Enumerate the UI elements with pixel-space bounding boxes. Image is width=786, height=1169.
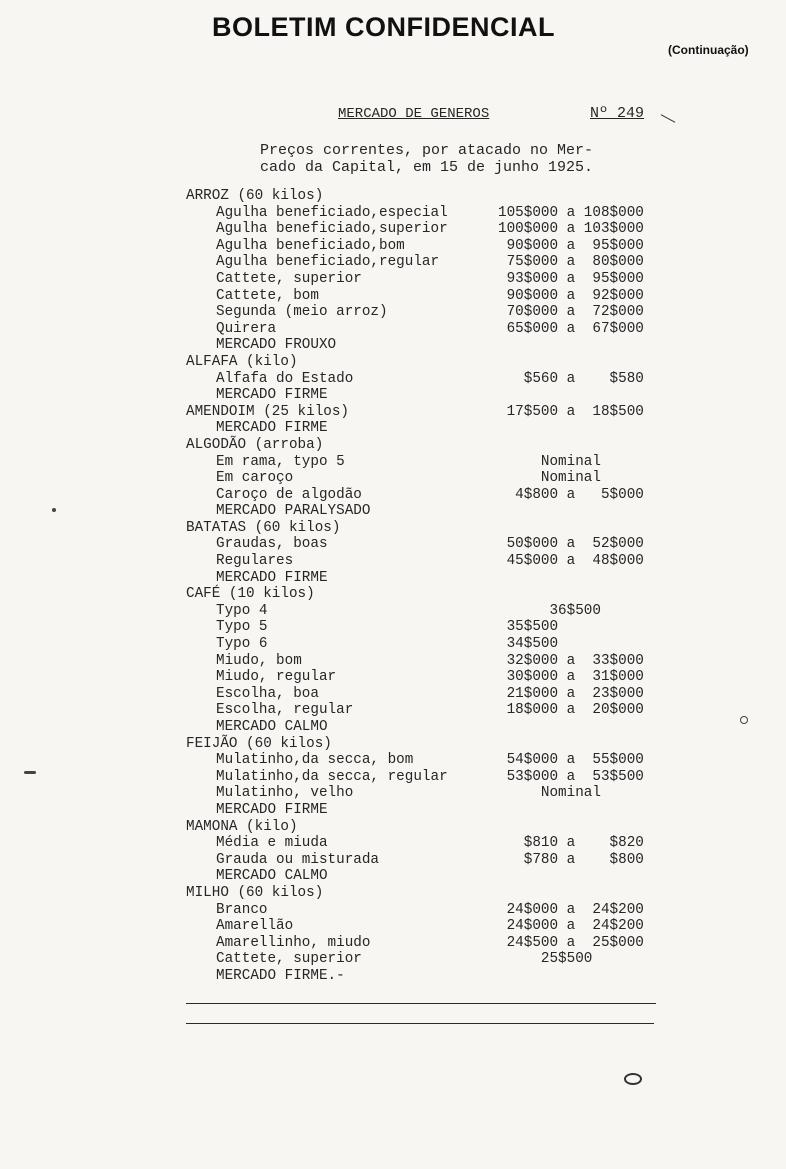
paper-speck	[24, 771, 36, 774]
item-label: Miudo, regular	[216, 669, 337, 686]
paper-speck	[624, 1073, 642, 1085]
item-row	[186, 785, 656, 802]
item-row	[186, 752, 656, 769]
market-status-row	[186, 868, 656, 885]
price-range: 24$500 a 25$000	[498, 934, 644, 951]
market-status-row	[186, 968, 656, 985]
market-status: MERCADO CALMO	[216, 719, 328, 735]
item-row	[186, 835, 656, 852]
market-status-row	[186, 420, 656, 437]
item-label: Miudo, bom	[216, 652, 302, 669]
item-row	[186, 321, 656, 338]
category-row	[186, 404, 656, 421]
item-label: Escolha, boa	[216, 685, 319, 702]
price-listing	[186, 188, 656, 985]
item-label: Branco	[216, 901, 268, 918]
price-range: 75$000 a 80$000	[498, 254, 644, 271]
price-range: Nominal	[498, 785, 601, 802]
item-row	[186, 454, 656, 471]
pen-dash-mark	[661, 114, 676, 122]
price-range: 70$000 a 72$000	[498, 304, 644, 321]
item-row	[186, 935, 656, 952]
paper-speck	[740, 716, 748, 724]
price-range: 36$500	[498, 602, 601, 619]
price-range: 17$500 a 18$500	[498, 403, 644, 420]
item-row	[186, 553, 656, 570]
price-range: 4$800 a 5$000	[498, 486, 644, 503]
price-range: 30$000 a 31$000	[498, 669, 644, 686]
item-row	[186, 487, 656, 504]
item-label: Cattete, superior	[216, 951, 362, 968]
category-label: ARROZ (60 kilos)	[186, 188, 324, 204]
item-label: Typo 4	[216, 602, 268, 619]
item-row	[186, 205, 656, 222]
category-row	[186, 188, 656, 205]
item-row	[186, 653, 656, 670]
market-status-row	[186, 337, 656, 354]
price-range: 32$000 a 33$000	[498, 652, 644, 669]
item-row	[186, 254, 656, 271]
item-label: Em caroço	[216, 470, 294, 487]
item-row	[186, 238, 656, 255]
item-row	[186, 702, 656, 719]
category-row	[186, 885, 656, 902]
item-row	[186, 603, 656, 620]
item-row	[186, 304, 656, 321]
item-label: Grauda ou misturada	[216, 851, 380, 868]
category-row	[186, 437, 656, 454]
price-range: 54$000 a 55$000	[498, 752, 644, 769]
market-status: MERCADO FIRME	[216, 420, 328, 437]
price-range: 90$000 a 92$000	[498, 287, 644, 304]
category-label: MILHO (60 kilos)	[186, 884, 324, 901]
item-label: Cattete, bom	[216, 287, 319, 304]
price-range: $560 a $580	[498, 370, 644, 387]
price-range: 18$000 a 20$000	[498, 702, 644, 719]
market-status: MERCADO FIRME	[216, 569, 328, 586]
paper-speck	[52, 508, 56, 512]
price-range: 35$500	[498, 619, 559, 636]
category-row	[186, 819, 656, 836]
item-row	[186, 470, 656, 487]
market-status: MERCADO FIRME	[216, 387, 328, 404]
item-label: Agulha beneficiado,superior	[216, 221, 448, 238]
section-title: MERCADO DE GENEROS	[338, 106, 490, 122]
price-range: 45$000 a 48$000	[498, 553, 644, 570]
category-label: FEIJÃO (60 kilos)	[186, 735, 332, 752]
category-row	[186, 520, 656, 537]
intro-line: Preços correntes, por atacado no Mer-	[260, 142, 594, 159]
price-range: 24$000 a 24$200	[498, 918, 644, 935]
market-status-row	[186, 503, 656, 520]
item-label: Agulha beneficiado,especial	[216, 204, 448, 221]
item-row	[186, 669, 656, 686]
item-label: Mulatinho, velho	[216, 785, 354, 802]
category-row	[186, 736, 656, 753]
price-range: $810 a $820	[498, 835, 644, 852]
bulletin-number: Nº 249	[590, 105, 645, 122]
item-label: Escolha, regular	[216, 702, 354, 719]
category-label: AMENDOIM (25 kilos)	[186, 403, 350, 420]
price-range: Nominal	[498, 453, 601, 470]
item-label: Amarellinho, miudo	[216, 934, 371, 951]
item-label: Média e miuda	[216, 835, 328, 852]
category-row	[186, 586, 656, 603]
price-range: 21$000 a 23$000	[498, 685, 644, 702]
price-range: 93$000 a 95$000	[498, 270, 644, 287]
price-range: 100$000 a 103$000	[498, 221, 644, 238]
item-label: Cattete, superior	[216, 270, 362, 287]
category-label: ALFAFA (kilo)	[186, 353, 298, 370]
price-range: 50$000 a 52$000	[498, 536, 644, 553]
market-status-row	[186, 570, 656, 587]
item-row	[186, 288, 656, 305]
item-label: Typo 6	[216, 636, 268, 653]
item-label: Alfafa do Estado	[216, 370, 354, 387]
market-status: MERCADO FIRME	[216, 801, 328, 818]
item-label: Agulha beneficiado,regular	[216, 254, 440, 271]
price-range: 105$000 a 108$000	[498, 204, 644, 221]
item-label: Segunda (meio arroz)	[216, 304, 388, 321]
divider-line	[186, 1003, 656, 1004]
market-status-row	[186, 802, 656, 819]
item-row	[186, 852, 656, 869]
item-label: Mulatinho,da secca, bom	[216, 752, 414, 769]
item-label: Mulatinho,da secca, regular	[216, 768, 448, 785]
item-row	[186, 536, 656, 553]
item-label: Graudas, boas	[216, 536, 328, 553]
item-row	[186, 951, 656, 968]
item-label: Regulares	[216, 553, 294, 570]
category-label: MAMONA (kilo)	[186, 818, 298, 835]
item-row	[186, 918, 656, 935]
price-range: 65$000 a 67$000	[498, 320, 644, 337]
intro-paragraph	[260, 142, 593, 176]
item-row	[186, 221, 656, 238]
item-row	[186, 686, 656, 703]
price-range: $780 a $800	[498, 851, 644, 868]
item-row	[186, 371, 656, 388]
item-label: Em rama, typo 5	[216, 453, 345, 470]
market-status: MERCADO PARALYSADO	[216, 503, 371, 520]
price-range: Nominal	[498, 470, 601, 487]
continuation-label: (Continuação)	[668, 43, 749, 57]
category-label: ALGODÃO (arroba)	[186, 436, 324, 453]
market-status: MERCADO FROUXO	[216, 337, 337, 354]
category-label: BATATAS (60 kilos)	[186, 519, 341, 536]
market-status: MERCADO FIRME.-	[216, 967, 345, 984]
item-label: Agulha beneficiado,bom	[216, 237, 405, 254]
item-label: Caroço de algodão	[216, 486, 362, 503]
item-row	[186, 271, 656, 288]
price-range: 90$000 a 95$000	[498, 237, 644, 254]
divider-line	[186, 1023, 654, 1024]
item-label: Quirera	[216, 320, 277, 337]
item-label: Amarellão	[216, 918, 294, 935]
item-row	[186, 769, 656, 786]
item-row	[186, 619, 656, 636]
category-row	[186, 354, 656, 371]
market-status-row	[186, 387, 656, 404]
item-label: Typo 5	[216, 619, 268, 636]
price-range: 34$500	[498, 636, 559, 653]
price-range: 25$500	[498, 951, 593, 968]
category-label: CAFÉ (10 kilos)	[186, 586, 315, 603]
item-row	[186, 636, 656, 653]
price-range: 53$000 a 53$500	[498, 768, 644, 785]
item-row	[186, 902, 656, 919]
document-title: BOLETIM CONFIDENCIAL	[212, 12, 555, 42]
market-status-row	[186, 719, 656, 736]
price-range: 24$000 a 24$200	[498, 901, 644, 918]
intro-line: cado da Capital, em 15 de junho 1925.	[260, 159, 594, 176]
market-status: MERCADO CALMO	[216, 868, 328, 885]
